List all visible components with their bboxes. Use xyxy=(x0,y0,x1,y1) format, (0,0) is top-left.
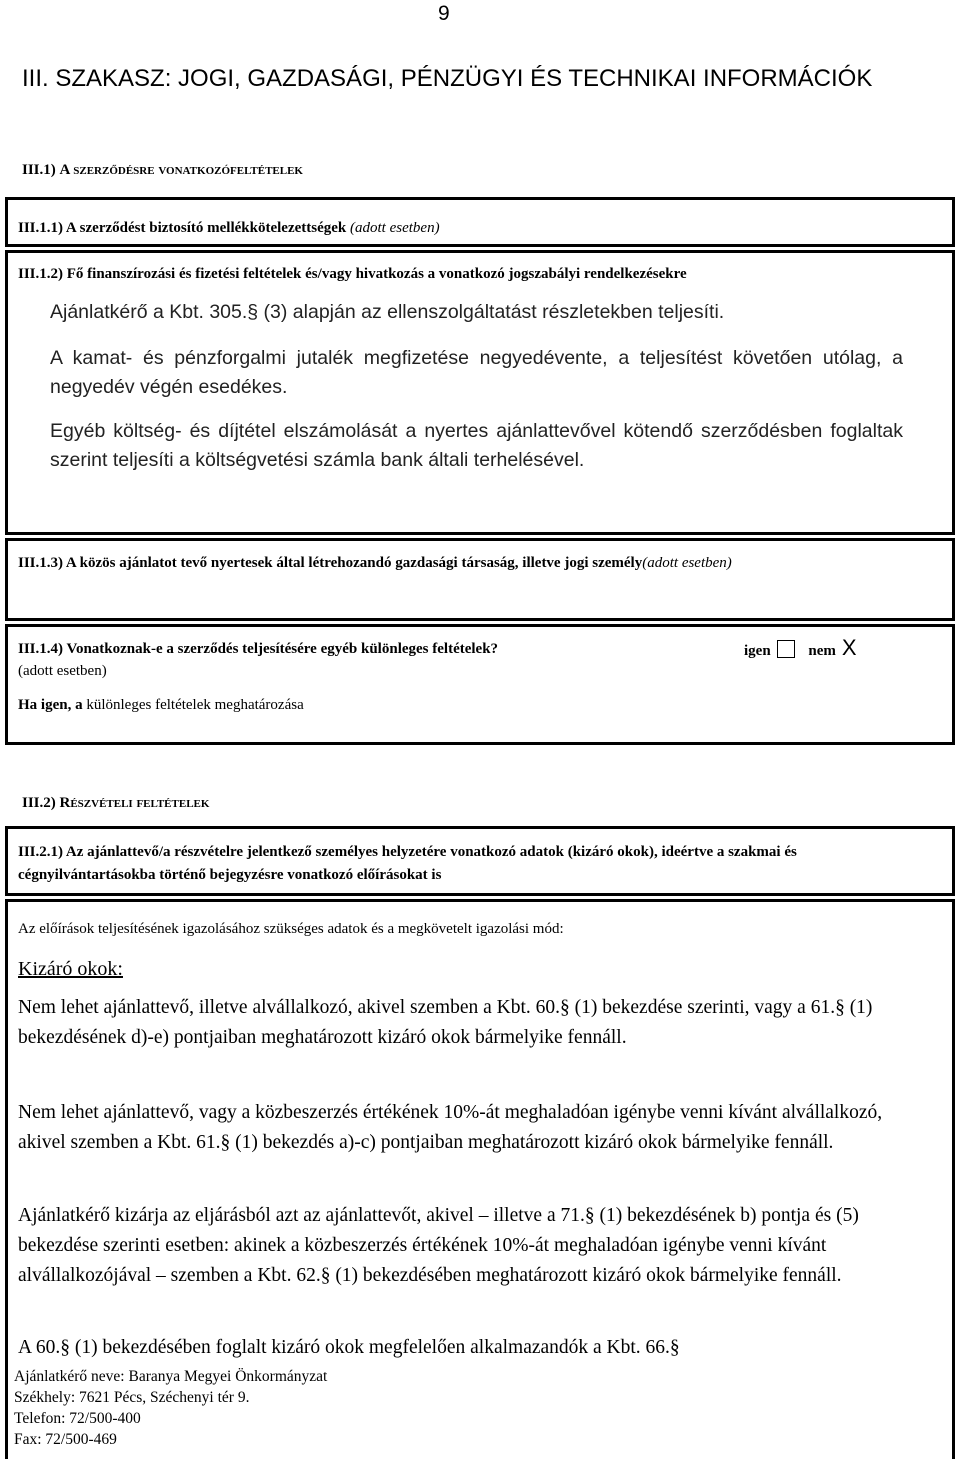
item-114-sub-bold: Ha igen, a xyxy=(18,697,83,713)
section-title: III. SZAKASZ: JOGI, GAZDASÁGI, PÉNZÜGYI ÉS TECHNIKAI INFORMÁCIÓK xyxy=(22,65,873,92)
footer-phone: Telefon: 72/500-400 xyxy=(14,1410,141,1427)
exclusion-paragraph-1: Nem lehet ajánlattevő, illetve alvállalkozó, akivel szemben a Kbt. 60.§ (1) bekezdése szerinti, vagy a 61.§ (1) bekezdésének d)-e) pontjaiban meghatározott kizáró okok bármelyike fennáll. xyxy=(18,997,873,1048)
item-114-heading: III.1.4) Vonatkoznak-e a szerződés teljesítésére egyéb különleges feltételek? xyxy=(18,641,499,657)
proof-intro: Az előírások teljesítésének igazolásához szükséges adatok és a megkövetelt igazolási mód: xyxy=(18,921,564,937)
yes-no-choice xyxy=(744,635,857,661)
item-113-note: (adott esetben) xyxy=(642,555,732,571)
exclusion-paragraph-2: Nem lehet ajánlattevő, vagy a közbeszerzés értékének 10%-át meghaladóan igénybe venni kívánt alvállalkozó, akivel szemben a Kbt. 61.§ (1) bekezdés a)-c) pontjaiban meghatározott kizáró okok bármelyike fennáll. xyxy=(18,1102,883,1153)
yes-checkbox[interactable] xyxy=(777,640,795,658)
no-checkmark[interactable]: X xyxy=(841,635,857,660)
exclusion-paragraph-3: Ajánlatkérő kizárja az eljárásból azt az ajánlattevőt, akivel – illetve a 71.§ (1) bekezdésének b) pontja és (5) bekezdése szerinti esetben: akinek a közbeszerzés értékének 10%-át meghaladóan igénybe venni kívánt alvállalkozójával – szemben a Kbt. 62.§ (1) bekezdésében meghatározott kizáró okok bármelyike fennáll. xyxy=(18,1205,859,1286)
footer-address: Székhely: 7621 Pécs, Széchenyi tér 9. xyxy=(14,1389,250,1406)
item-114-note: (adott esetben) xyxy=(18,663,107,679)
item-111-note: (adott esetben) xyxy=(350,220,440,236)
item-113-box xyxy=(5,538,955,621)
item-114-subheading xyxy=(18,697,304,714)
payment-paragraph-2: A kamat- és pénzforgalmi jutalék megfizetése negyedévente, a teljesítést követően utólag, a negyedév végén esedékes. xyxy=(50,347,903,398)
item-111-box xyxy=(5,197,955,247)
item-113-label: III.1.3) A közös ajánlatot tevő nyertesek által létrehozandó gazdasági társaság, illetve jogi személy xyxy=(18,555,643,571)
footer-fax: Fax: 72/500-469 xyxy=(14,1431,117,1448)
item-112-box xyxy=(5,250,955,535)
exclusion-heading: Kizáró okok: xyxy=(18,958,123,980)
subsection-text: Részvételi feltételek xyxy=(59,795,210,811)
item-111-label: III.1.1) A szerződést biztosító mellékkötelezettségek xyxy=(18,220,347,236)
footer-name: Ajánlatkérő neve: Baranya Megyei Önkormányzat xyxy=(14,1368,328,1385)
item-111-heading xyxy=(18,220,440,237)
item-113-heading xyxy=(18,555,732,572)
subsection-heading-2 xyxy=(22,795,209,812)
subsection-number: III.1) xyxy=(22,162,56,178)
subsection-number: III.2) xyxy=(22,795,56,811)
payment-paragraph-1: Ajánlatkérő a Kbt. 305.§ (3) alapján az ellenszolgáltatást részletekben teljesíti. xyxy=(50,301,725,323)
no-label: nem xyxy=(808,643,836,659)
page-number: 9 xyxy=(438,2,450,25)
footer xyxy=(14,1366,327,1450)
subsection-text: A szerződésre vonatkozófeltételek xyxy=(59,162,303,178)
exclusion-paragraph-4: A 60.§ (1) bekezdésében foglalt kizáró okok megfelelően alkalmazandók a Kbt. 66.§ xyxy=(18,1337,680,1358)
item-112-heading: III.1.2) Fő finanszírozási és fizetési feltételek és/vagy hivatkozás a vonatkozó jogszabályi rendelkezésekre xyxy=(18,266,687,282)
item-221-box xyxy=(5,826,955,896)
item-221-heading: III.2.1) Az ajánlattevő/a részvételre jelentkező személyes helyzetére vonatkozó adatok (kizáró okok), ideértve a szakmai és cégnyilvántartásokba történő bejegyzésre vonatkozó előírásokat is xyxy=(18,844,797,883)
subsection-heading-1 xyxy=(22,162,303,179)
item-114-sub-rest: különleges feltételek meghatározása xyxy=(86,697,304,713)
yes-label: igen xyxy=(744,643,771,659)
payment-paragraph-3: Egyéb költség- és díjtétel elszámolását a nyertes ajánlattevővel kötendő szerződésben foglaltak szerint teljesíti a költségvetési számla bank általi terhelésével. xyxy=(50,420,903,471)
item-114-box xyxy=(5,624,955,745)
